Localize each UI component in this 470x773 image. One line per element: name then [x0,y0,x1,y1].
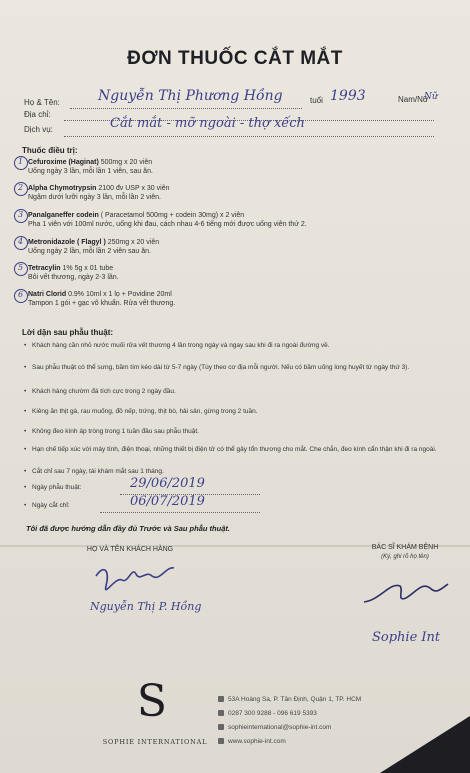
doctor-signature-scribble [360,572,450,612]
footer-address-text: 53A Hoàng Sa, P. Tân Định, Quận 1, TP. HCM [228,696,362,703]
med-4-name: Metronidazole ( Flagyl ) [28,239,106,246]
med-6 [28,290,248,308]
gender-value: Nữ [424,92,438,102]
footer-address [218,696,361,703]
med-5-dose: 1% 5g x 01 tube [60,265,114,272]
sophie-logo: S [136,676,168,727]
med-3-number: 3 [18,210,24,219]
med-1-dose: 500mg x 20 viên [98,159,153,166]
med-1-name: Cefuroxime (Haginat) [28,159,99,166]
email-icon [218,724,224,730]
age-label: tuổi [310,96,323,105]
advice-item-7: • Cắt chỉ sau 7 ngày, tái khám mắt sau 1 tháng. [32,468,442,476]
med-1-number: 1 [18,157,24,166]
name-line [70,108,302,109]
suture-date-label: • Ngày cắt chỉ: [32,502,70,510]
meds-heading: Thuốc điều trị: [22,146,78,155]
corner-decoration [380,716,470,773]
doctor-signature-sub: (Ký, ghi rõ họ tên) [381,554,429,560]
med-3 [28,211,448,229]
footer-email-text: sophieinternational@sophie-int.com [228,724,332,731]
age-value: 1993 [330,88,366,104]
med-3-usage: Pha 1 viên với 100ml nước, uống khi đau, cách nhau 4-6 tiếng mới được uống viên thứ 2. [28,221,307,228]
customer-printed-name: Nguyễn Thị P. Hồng [90,600,202,613]
med-6-number: 6 [18,290,24,299]
phone-icon [218,710,224,716]
surgery-date: 29/06/2019 [130,476,205,491]
globe-icon [218,738,224,744]
address-label: Địa chỉ: [24,110,51,119]
service-value: Cắt mắt - mỡ ngoài - thợ xếch [110,116,305,131]
service-label: Dịch vụ: [24,125,53,134]
med-4-dose: 250mg x 20 viên [105,239,160,246]
med-3-dose: ( Paracetamol 500mg + codein 30mg) x 2 viên [98,212,245,219]
med-3-name: Panalganeffer codein [28,212,99,219]
advice-item-2: • Sau phẫu thuật có thể sưng, bầm tím kéo dài từ 5-7 ngày (Tùy theo cơ địa mỗi người. Nếu có bầm uống long huyết từ ngày thứ 3). [32,364,442,372]
advice-item-6: • Hạn chế tiếp xúc với máy tính, điện thoại, những thiết bị điện tử có thể gây tổn thương cho mắt. Che chắn, đeo kính cẩn thận khi đi ra ngoài. [32,446,442,454]
doctor-signature-label: BÁC SĨ KHÁM BỆNH [371,544,439,551]
doctor-printed-name: Sophie Int [372,630,441,645]
advice-item-1: • Khách hàng cần nhỏ nước muối rửa vết thương 4 lần trong ngày và ngay sau khi đi ra ngoài đường về. [32,342,442,350]
footer-web [218,738,286,745]
med-2 [28,184,328,202]
document-title: ĐƠN THUỐC CẮT MẮT [127,48,343,69]
advice-item-5: • Không đeo kính áp tròng trong 1 tuần đầu sau phẫu thuật. [32,428,442,436]
med-5-number: 5 [18,263,24,272]
surgery-date-label: • Ngày phẫu thuật: [32,484,82,492]
name-label: Họ & Tên: [24,98,60,107]
med-2-dose: 2100 đv USP x 30 viên [96,185,170,192]
customer-signature-scribble [90,556,180,606]
med-6-name: Natri Clorid [28,291,67,298]
suture-date-line [100,512,260,513]
name-value: Nguyễn Thị Phương Hồng [98,88,283,104]
advice-item-4: • Kiêng ăn thịt gà, rau muống, đồ nếp, trứng, thịt bò, hải sản, gừng trong 2 tuần. [32,408,442,416]
brand-name: SOPHIE INTERNATIONAL [102,738,208,746]
confirmation-text: Tôi đã được hướng dẫn đầy đủ Trước và Sau phẫu thuật. [26,524,230,533]
suture-date: 06/07/2019 [130,494,205,509]
advice-heading: Lời dặn sau phẫu thuật: [22,328,114,337]
customer-signature-label: HỌ VÀ TÊN KHÁCH HÀNG [86,546,174,553]
med-2-name: Alpha Chymotrypsin [28,185,97,192]
med-5-name: Tetracylin [28,265,61,272]
med-2-usage: Ngậm dưới lưỡi ngày 3 lần, mỗi lần 2 viên. [28,194,161,201]
footer-email [218,724,331,731]
footer-phone [218,710,317,717]
med-1 [28,158,328,176]
med-4-number: 4 [18,237,24,246]
med-5-usage: Bôi vết thương, ngày 2-3 lần. [28,274,119,281]
footer-phone-text: 0287 300 9288 - 096 619 5393 [228,710,317,717]
med-1-usage: Uống ngày 3 lần, mỗi lần 1 viên, sau ăn. [28,168,153,175]
service-line [64,136,434,137]
med-4-usage: Uống ngày 2 lần, mỗi lần 2 viên sau ăn. [28,248,151,255]
med-5 [28,264,328,282]
med-4 [28,238,328,256]
location-icon [218,696,224,702]
med-6-usage: Tampon 1 gói + gạc vô khuẩn. Rửa vết thương. [28,300,176,307]
footer-web-text: www.sophie-int.com [228,738,286,745]
med-6-dose: 0.9% 10ml x 1 lọ + Povidine 20ml [66,291,172,298]
gender-label: Nam/Nữ [398,95,429,104]
advice-item-3: • Khách hàng chườm đá tích cực trong 2 ngày đầu. [32,388,442,396]
med-2-number: 2 [18,183,24,192]
